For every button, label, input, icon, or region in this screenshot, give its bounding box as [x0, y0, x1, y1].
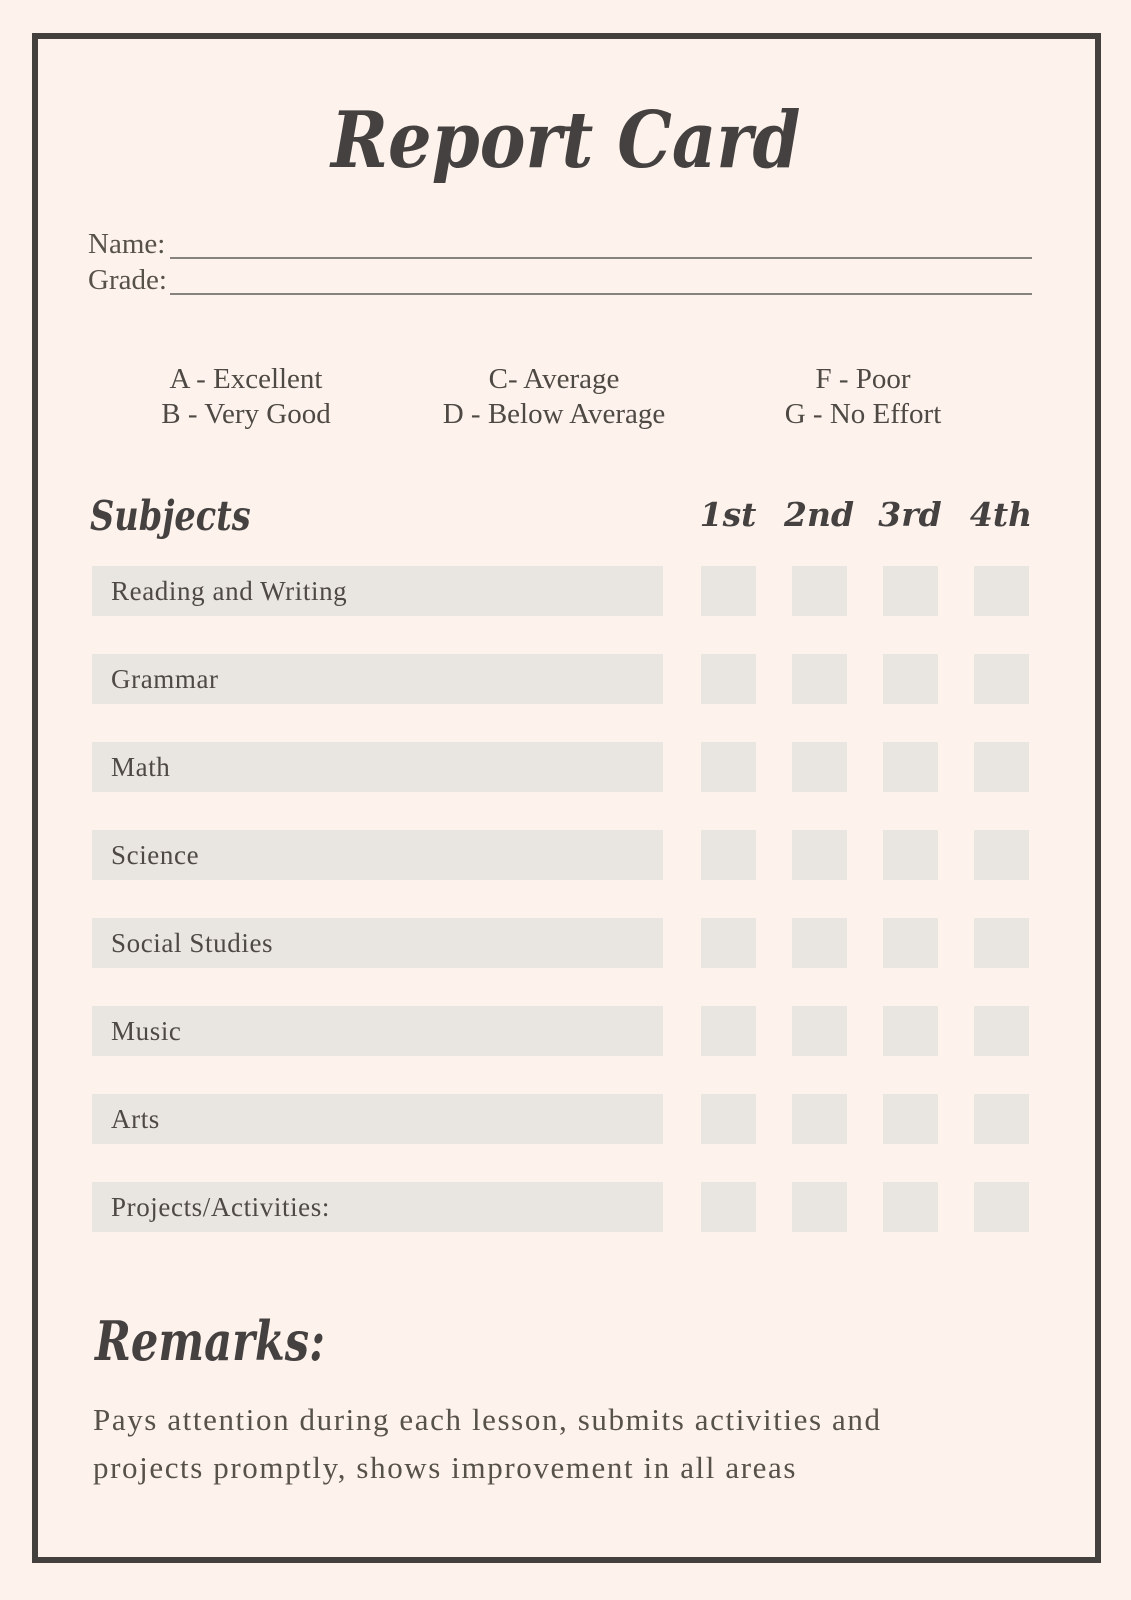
legend-item-g: G - No Effort	[784, 398, 942, 430]
grade-cell[interactable]	[792, 742, 847, 792]
subject-label: Arts	[111, 1103, 160, 1134]
grade-cell[interactable]	[974, 918, 1029, 968]
subject-label: Science	[111, 839, 200, 870]
grade-field-row	[88, 265, 1032, 295]
remarks-text	[93, 1396, 882, 1492]
grade-cell[interactable]	[883, 566, 938, 616]
grade-cell[interactable]	[883, 918, 938, 968]
grade-cell[interactable]	[701, 1182, 756, 1232]
grade-cell[interactable]	[974, 1006, 1029, 1056]
grade-cell[interactable]	[792, 566, 847, 616]
quarter-header-2nd: 2nd	[783, 495, 855, 534]
grade-cell[interactable]	[883, 1182, 938, 1232]
grade-cell[interactable]	[792, 830, 847, 880]
page-title: Report Card	[330, 95, 801, 186]
subject-row	[0, 1094, 1131, 1144]
quarter-header-3rd: 3rd	[878, 495, 942, 534]
grade-cell[interactable]	[792, 918, 847, 968]
subject-row	[0, 1182, 1131, 1232]
quarter-header-1st: 1st	[699, 495, 757, 534]
subject-bar	[92, 830, 663, 880]
subject-row	[0, 566, 1131, 616]
legend-column-2	[443, 362, 666, 432]
grade-cell[interactable]	[883, 1094, 938, 1144]
subject-bar	[92, 1182, 663, 1232]
name-line[interactable]	[170, 229, 1032, 259]
name-label: Name:	[88, 228, 166, 260]
grade-cell[interactable]	[792, 1006, 847, 1056]
legend-column-3	[785, 362, 942, 432]
subject-row	[0, 742, 1131, 792]
subjects-heading: Subjects	[90, 492, 251, 540]
legend-item-d: D - Below Average	[442, 398, 666, 430]
subject-row	[0, 1006, 1131, 1056]
remarks-heading: Remarks:	[95, 1309, 326, 1373]
legend-item-c: C- Average	[488, 363, 620, 395]
title-wrap	[0, 95, 1131, 186]
grade-line[interactable]	[170, 265, 1032, 295]
grade-cell[interactable]	[792, 1182, 847, 1232]
legend-column-1	[161, 362, 330, 432]
legend-item-f: F - Poor	[815, 363, 911, 395]
grade-cell[interactable]	[974, 1182, 1029, 1232]
legend-item-a: A - Excellent	[169, 363, 323, 395]
subject-row	[0, 918, 1131, 968]
grade-cell[interactable]	[701, 1006, 756, 1056]
subject-row	[0, 654, 1131, 704]
subject-row	[0, 830, 1131, 880]
subject-label: Projects/Activities:	[111, 1191, 330, 1222]
subject-bar	[92, 918, 663, 968]
grade-cell[interactable]	[883, 742, 938, 792]
grade-label: Grade:	[88, 264, 167, 296]
subject-label: Grammar	[111, 663, 219, 694]
grade-cell[interactable]	[883, 1006, 938, 1056]
grade-cell[interactable]	[701, 918, 756, 968]
grade-cell[interactable]	[883, 654, 938, 704]
grade-cell[interactable]	[701, 742, 756, 792]
subject-label: Reading and Writing	[111, 575, 348, 606]
subject-bar	[92, 1006, 663, 1056]
quarter-header-4th: 4th	[969, 495, 1033, 534]
legend-item-b: B - Very Good	[161, 398, 331, 430]
grading-legend	[0, 362, 1131, 442]
remarks-line: Pays attention during each lesson, submits activities and	[93, 1402, 882, 1437]
grade-cell[interactable]	[792, 1094, 847, 1144]
grade-cell[interactable]	[701, 566, 756, 616]
grade-cell[interactable]	[701, 830, 756, 880]
subject-label: Math	[111, 751, 171, 782]
name-field-row	[88, 229, 1032, 259]
grade-cell[interactable]	[883, 830, 938, 880]
grade-cell[interactable]	[974, 566, 1029, 616]
grade-cell[interactable]	[701, 654, 756, 704]
grade-cell[interactable]	[701, 1094, 756, 1144]
subject-bar	[92, 1094, 663, 1144]
grade-cell[interactable]	[974, 830, 1029, 880]
remarks-line: projects promptly, shows improvement in all areas	[93, 1450, 798, 1485]
subject-label: Music	[111, 1015, 182, 1046]
grade-cell[interactable]	[974, 742, 1029, 792]
grade-cell[interactable]	[974, 654, 1029, 704]
subject-bar	[92, 566, 663, 616]
grade-cell[interactable]	[974, 1094, 1029, 1144]
grade-cell[interactable]	[792, 654, 847, 704]
subject-bar	[92, 742, 663, 792]
subject-label: Social Studies	[111, 927, 274, 958]
subject-bar	[92, 654, 663, 704]
